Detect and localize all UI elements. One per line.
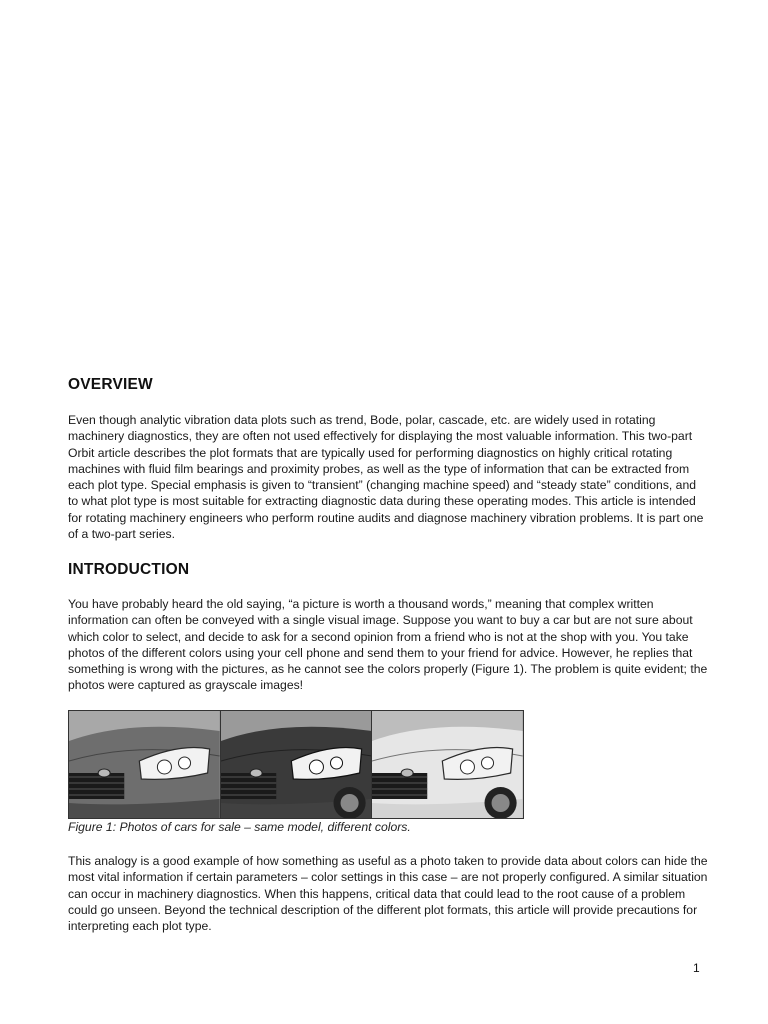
car-photo-1 xyxy=(69,711,221,818)
car-photo-3 xyxy=(372,711,523,818)
figure-1-car-photos xyxy=(68,710,524,819)
introduction-heading: INTRODUCTION xyxy=(68,561,190,578)
introduction-paragraph-1: You have probably heard the old saying, “a picture is worth a thousand words,” meaning that complex written information can often be conveyed with a single visual image. Suppose you want to buy a car but are not sure about which color to select, and decide to ask for a second opinion from a friend who is not at the shop with you. You take photos of the different colors using your cell phone and send them to your friend for advice. However, he replies that something is wrong with the pictures, as he cannot see the colors properly (Figure 1). The problem is quite evident; the photos were captured as grayscale images! xyxy=(68,597,708,693)
overview-heading: OVERVIEW xyxy=(68,376,153,393)
car-photo-2 xyxy=(221,711,373,818)
figure-1-caption: Figure 1: Photos of cars for sale – same model, different colors. xyxy=(68,820,411,834)
page-number: 1 xyxy=(693,961,700,975)
overview-paragraph: Even though analytic vibration data plots such as trend, Bode, polar, cascade, etc. are widely used in rotating machinery diagnostics, they are often not used effectively for displaying the most valuable information. This two-part Orbit article describes the plot formats that are typically used for performing diagnostics on highly critical rotating machines with fluid film bearings and proximity probes, as well as the type of information that can be extracted from each plot type. Special emphasis is given to “transient” (changing machine speed) and “steady state” conditions, and to what plot type is most suitable for extracting diagnostic data during these operating modes. This article is intended for rotating machinery engineers who perform routine audits and diagnose machinery vibration problems. It is part one of a two-part series. xyxy=(68,413,704,542)
introduction-paragraph-2: This analogy is a good example of how something as useful as a photo taken to provide data about colors can hide the most vital information if certain parameters – color settings in this case – are not properly configured. A similar situation can occur in machinery diagnostics. When this happens, critical data that could lead to the root cause of a problem could go unseen. Beyond the technical description of the different plot formats, this article will provide precautions for interpreting each plot type. xyxy=(68,854,708,934)
